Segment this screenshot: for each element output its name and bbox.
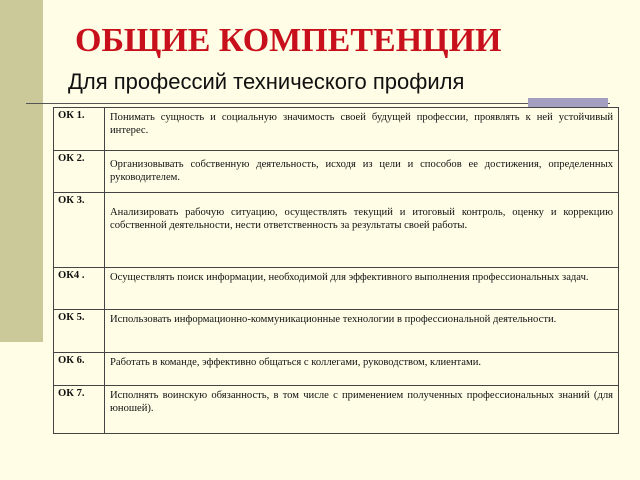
table-row [54,151,619,193]
competency-text: Понимать сущность и социальную значимость своей будущей профессии, проявлять к ней устойчивый интерес. [105,108,619,151]
competency-code: ОК 5. [54,310,105,353]
competency-text: Работать в команде, эффективно общаться с коллегами, руководством, клиентами. [105,353,619,386]
divider-accent [528,98,608,107]
table-row [54,386,619,434]
competency-text: Осуществлять поиск информации, необходимой для эффективного выполнения профессиональных задач. [105,268,619,310]
decorative-side-bar [0,0,43,342]
competency-text: Исполнять воинскую обязанность, в том числе с применением полученных профессиональных знаний (для юношей). [105,386,619,434]
table-row [54,353,619,386]
divider-line [26,103,610,104]
page-title: ОБЩИЕ КОМПЕТЕНЦИИ [75,22,502,59]
competency-code: ОК4 . [54,268,105,310]
competency-text: Использовать информационно-коммуникационные технологии в профессиональной деятельности. [105,310,619,353]
table-row [54,268,619,310]
page-subtitle: Для профессий технического профиля [68,69,465,94]
competencies-table [53,107,619,434]
competency-code: ОК 6. [54,353,105,386]
competency-code: ОК 1. [54,108,105,151]
table-row [54,108,619,151]
competency-code: ОК 3. [54,193,105,268]
table-row [54,310,619,353]
competency-code: ОК 2. [54,151,105,193]
competency-text: Организовывать собственную деятельность, исходя из цели и способов ее достижения, определенных руководителем. [105,151,619,193]
competency-code: ОК 7. [54,386,105,434]
competency-text: Анализировать рабочую ситуацию, осуществлять текущий и итоговый контроль, оценку и коррекцию собственной деятельности, нести ответственность за результаты своей работы. [105,193,619,268]
table-row [54,193,619,268]
